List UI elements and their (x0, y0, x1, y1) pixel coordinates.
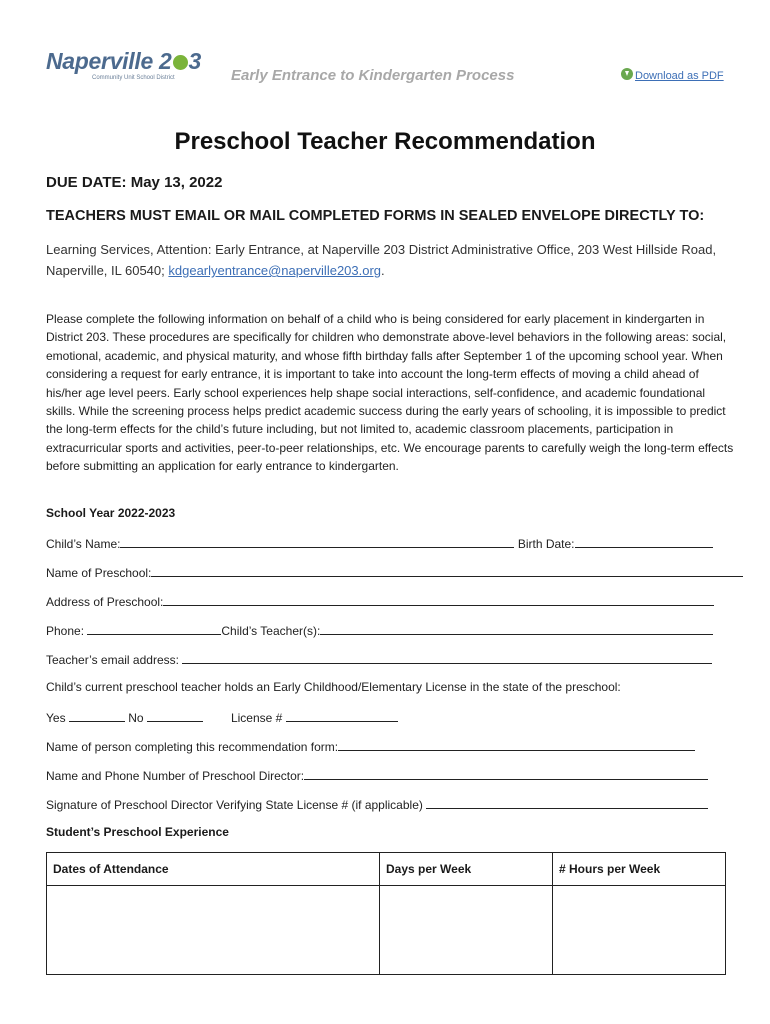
process-title: Early Entrance to Kindergarten Process (231, 67, 515, 84)
globe-icon (173, 55, 188, 70)
mailing-address: Learning Services, Attention: Early Entrance, at Naperville 203 District Administrative Office, 203 West Hillside Road, Naperville, IL 60540; kdgearlyentrance@naperville203.org. (46, 242, 717, 278)
no-field[interactable] (147, 709, 203, 722)
teacher-email-field[interactable] (182, 651, 712, 664)
childs-teacher-field[interactable] (320, 622, 713, 635)
teacher-email-row: Teacher’s email address: (46, 651, 712, 667)
phone-row: Phone: Child’s Teacher(s): (46, 622, 713, 638)
school-year-heading: School Year 2022-2023 (46, 506, 176, 520)
director-row: Name and Phone Number of Preschool Director: (46, 767, 708, 783)
document-title: Preschool Teacher Recommendation (174, 128, 596, 155)
column-header: # Hours per Week (553, 853, 726, 886)
preschool-name-row: Name of Preschool: (46, 564, 743, 580)
dates-cell[interactable] (47, 886, 380, 975)
logo-subtitle: Community Unit School District (92, 75, 175, 81)
district-logo (46, 48, 226, 84)
download-icon (621, 68, 633, 80)
person-completing-field[interactable] (338, 738, 695, 751)
preschool-address-field[interactable] (163, 593, 714, 606)
signature-field[interactable] (426, 796, 708, 809)
license-row: Yes No License # (46, 709, 398, 725)
license-number-field[interactable] (286, 709, 398, 722)
hours-cell[interactable] (553, 886, 726, 975)
column-header: Days per Week (380, 853, 553, 886)
childs-name-field[interactable] (120, 535, 514, 548)
logo-wordmark: Naperville 2 3 (46, 48, 202, 74)
instructions-heading: TEACHERS MUST EMAIL OR MAIL COMPLETED FORMS IN SEALED ENVELOPE DIRECTLY TO: (46, 208, 705, 224)
column-header: Dates of Attendance (47, 853, 380, 886)
license-question: Child’s current preschool teacher holds an Early Childhood/Elementary License in the state of the preschool: (46, 680, 621, 694)
download-label: Download as PDF (635, 70, 724, 82)
table-header-row (47, 853, 726, 886)
intro-paragraph: Please complete the following information on behalf of a child who is being considered for early placement in kindergarten in District 203. These procedures are specifically for children who demonstrate above-level behaviors in the following areas: social, emotional, academic, and physical maturity, and whose fifth birthday falls after September 1 of the upcoming school year. When considering a request for early entrance, it is important to take into account the long-term effects of moving a child ahead of his/her age level peers. Early school experiences help shape social interactions, self-confidence, and academic foundational skills. While the screening process helps predict academic success during the early years of schooling, it is impossible to predict the long-term effects for the child’s future including, but not limited to, academic classroom placements, participation in extracurricular sports and activities, peer-to-peer relationships, etc. We encourage parents to carefully weigh the long-term effects before submitting an application for early entrance to kindergarten. (46, 312, 734, 474)
experience-table (46, 852, 726, 975)
signature-row: Signature of Preschool Director Verifying State License # (if applicable) (46, 796, 708, 812)
days-cell[interactable] (380, 886, 553, 975)
person-completing-row: Name of person completing this recommendation form: (46, 738, 695, 754)
yes-field[interactable] (69, 709, 125, 722)
experience-heading: Student’s Preschool Experience (46, 825, 229, 839)
director-field[interactable] (304, 767, 708, 780)
email-link[interactable]: kdgearlyentrance@naperville203.org (168, 263, 382, 278)
childs-name-row: Child’s Name: Birth Date: (46, 535, 713, 551)
phone-field[interactable] (87, 622, 221, 635)
due-date: DUE DATE: May 13, 2022 (46, 174, 223, 191)
preschool-address-row: Address of Preschool: (46, 593, 714, 609)
table-row (47, 886, 726, 975)
preschool-name-field[interactable] (151, 564, 743, 577)
birth-date-field[interactable] (575, 535, 713, 548)
download-pdf-link[interactable] (621, 68, 724, 82)
